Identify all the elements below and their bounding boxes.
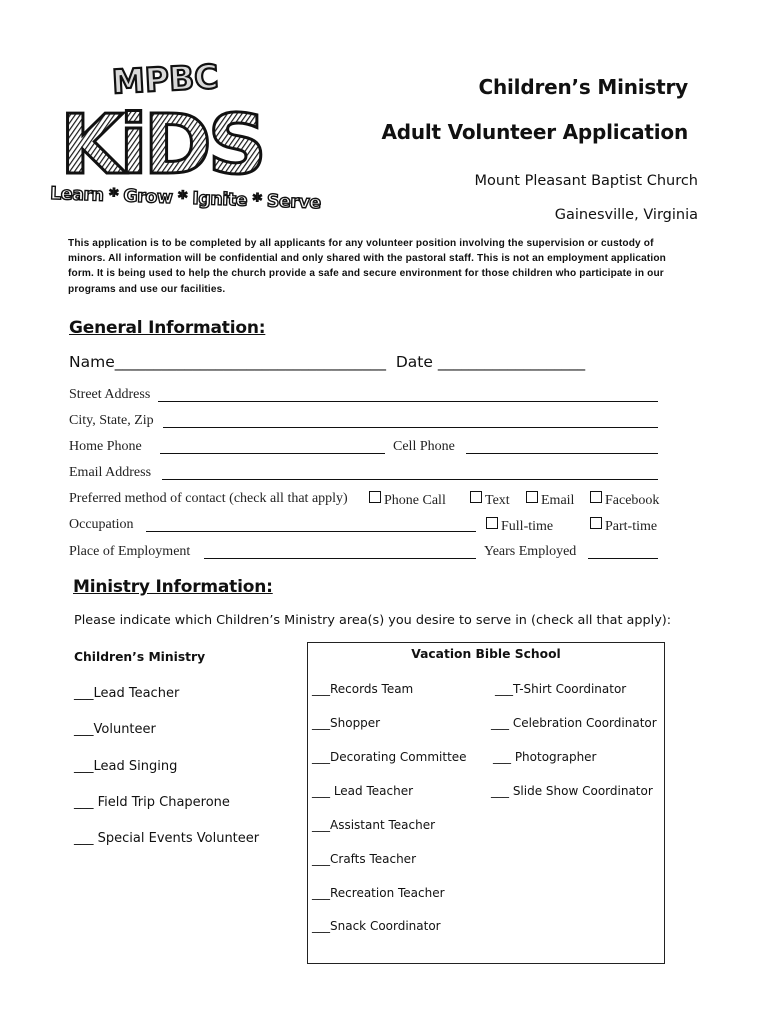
occupation-label: Occupation: [69, 517, 134, 532]
years-employed-label: Years Employed: [484, 544, 577, 559]
occupation-field[interactable]: [146, 531, 476, 532]
place-of-employment-label: Place of Employment: [69, 544, 191, 559]
home-phone-label: Home Phone: [69, 439, 142, 454]
street-address-field[interactable]: [158, 401, 658, 402]
intro-paragraph: This application is to be completed by all applicants for any volunteer position involving the supervision or custody of minors. All information will be confidential and only shared with the pastoral staff. This is not an employment application form. It is being used to help the church provide a safe and secure environment for those children who participate in our programs and use our facilities.: [68, 238, 666, 295]
vbs-shopper[interactable]: ___Shopper: [312, 716, 381, 730]
city-state-zip-field[interactable]: [163, 427, 658, 428]
vbs-crafts-teacher[interactable]: ___Crafts Teacher: [312, 852, 416, 866]
email-address-label: Email Address: [69, 465, 152, 480]
parttime-option[interactable]: Part-time: [590, 517, 657, 535]
vbs-recreation-teacher[interactable]: ___Recreation Teacher: [312, 886, 445, 900]
street-address-label: Street Address: [69, 387, 151, 402]
place-of-employment-field[interactable]: [204, 558, 476, 559]
text-checkbox[interactable]: [470, 491, 482, 503]
parttime-checkbox[interactable]: [590, 517, 602, 529]
cm-field-trip-chaperone[interactable]: ___ Field Trip Chaperone: [74, 795, 230, 810]
cm-lead-teacher[interactable]: ___Lead Teacher: [74, 686, 180, 701]
cell-phone-label: Cell Phone: [393, 439, 455, 454]
logo-mpbc: MPBC: [111, 56, 220, 102]
contact-email-option[interactable]: Email: [526, 491, 574, 509]
date-label: Date: [395, 353, 433, 371]
church-location: Gainesville, Virginia: [554, 207, 698, 223]
facebook-checkbox[interactable]: [590, 491, 602, 503]
logo-tagline: Learn * Grow * Ignite * Serve: [49, 183, 322, 214]
church-name: Mount Pleasant Baptist Church: [474, 173, 698, 189]
vbs-records-team[interactable]: ___Records Team: [312, 682, 414, 696]
contact-method-label: Preferred method of contact (check all that apply): [69, 491, 348, 506]
home-phone-field[interactable]: [160, 453, 385, 454]
childrens-ministry-heading: Children’s Ministry: [74, 650, 206, 664]
vbs-decorating-committee[interactable]: ___Decorating Committee: [312, 750, 467, 764]
email-checkbox[interactable]: [526, 491, 538, 503]
vbs-celebration-coordinator[interactable]: ___ Celebration Coordinator: [491, 716, 657, 730]
title-volunteer-application: Adult Volunteer Application: [381, 120, 688, 144]
contact-phone-call-option[interactable]: Phone Call: [369, 491, 446, 509]
mpbc-kids-logo: [48, 55, 322, 215]
title-childrens-ministry: Children’s Ministry: [478, 75, 688, 99]
vbs-slide-show-coordinator[interactable]: ___ Slide Show Coordinator: [491, 784, 653, 798]
contact-facebook-option[interactable]: Facebook: [590, 491, 659, 509]
general-information-heading: General Information:: [69, 318, 266, 338]
vbs-heading: Vacation Bible School: [411, 647, 561, 661]
name-date-row: [69, 353, 585, 371]
cm-lead-singing[interactable]: ___Lead Singing: [74, 759, 178, 774]
vbs-snack-coordinator[interactable]: ___Snack Coordinator: [312, 919, 441, 933]
years-employed-field[interactable]: [588, 558, 658, 559]
phone-call-checkbox[interactable]: [369, 491, 381, 503]
cm-volunteer[interactable]: ___Volunteer: [74, 722, 156, 737]
cm-special-events-volunteer[interactable]: ___ Special Events Volunteer: [74, 831, 260, 846]
contact-text-option[interactable]: Text: [470, 491, 510, 509]
date-field[interactable]: ___________________: [437, 353, 586, 371]
name-field[interactable]: ___________________________________: [114, 353, 386, 371]
email-address-field[interactable]: [162, 479, 658, 480]
logo-kids: KiDS: [60, 98, 263, 193]
city-state-zip-label: City, State, Zip: [69, 413, 154, 428]
ministry-information-heading: Ministry Information:: [73, 577, 273, 597]
fulltime-checkbox[interactable]: [486, 517, 498, 529]
vbs-photographer[interactable]: ___ Photographer: [493, 750, 597, 764]
vbs-tshirt-coordinator[interactable]: ___T-Shirt Coordinator: [495, 682, 627, 696]
vbs-assistant-teacher[interactable]: ___Assistant Teacher: [312, 818, 436, 832]
name-label: Name: [69, 353, 115, 371]
fulltime-option[interactable]: Full-time: [486, 517, 553, 535]
cell-phone-field[interactable]: [466, 453, 658, 454]
vbs-lead-teacher[interactable]: ___ Lead Teacher: [312, 784, 414, 798]
ministry-instructions: Please indicate which Children’s Ministry area(s) you desire to serve in (check all that apply):: [74, 613, 672, 628]
